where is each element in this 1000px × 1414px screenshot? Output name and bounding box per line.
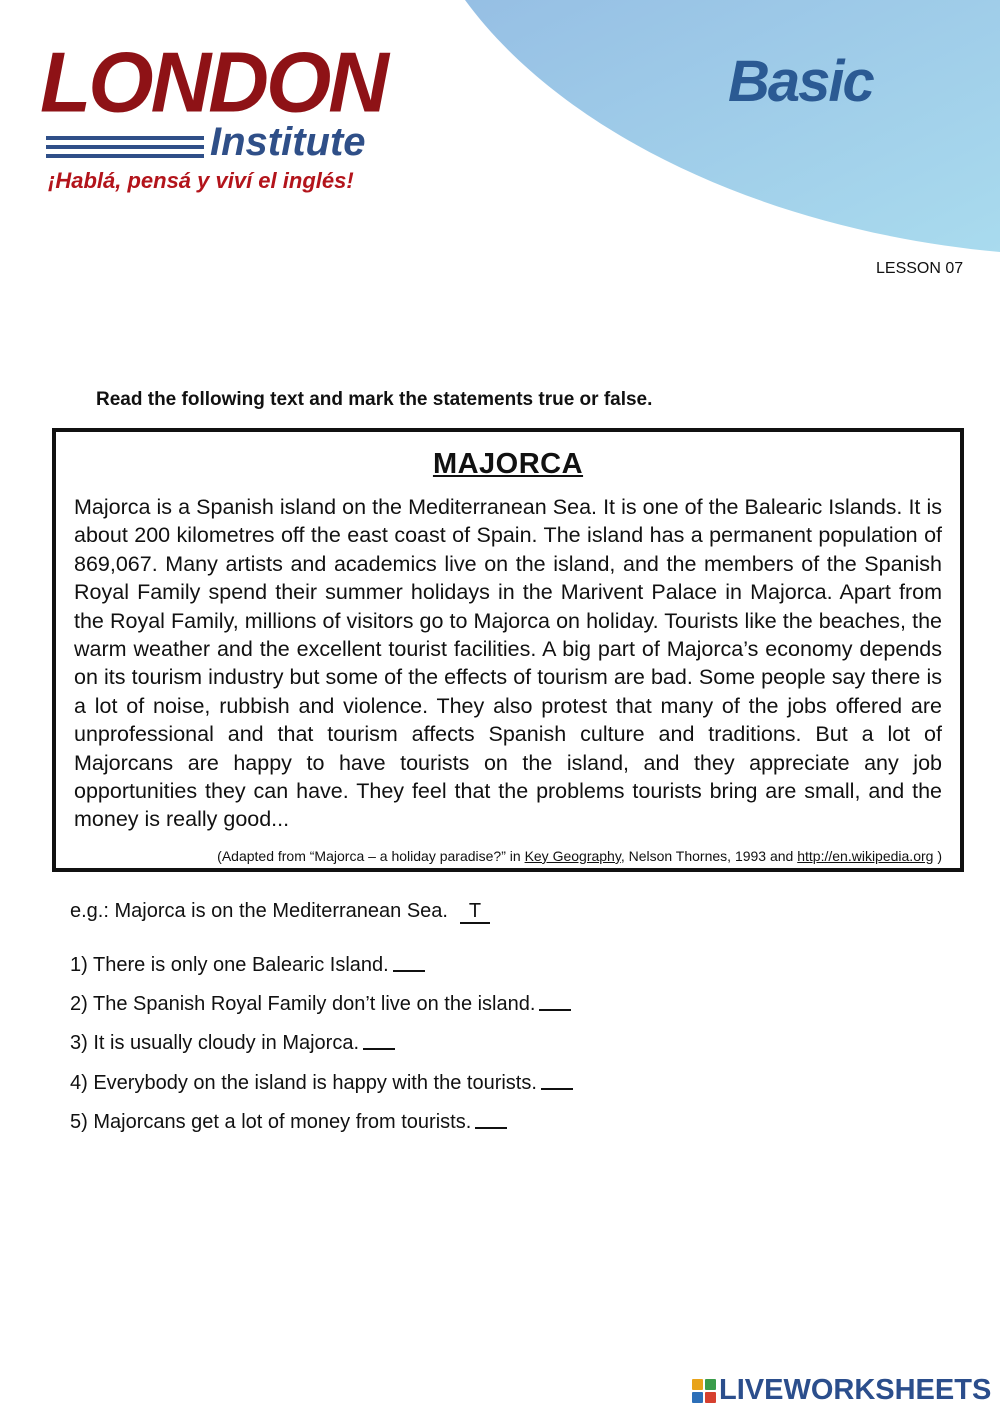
- statement-item: [70, 1030, 573, 1069]
- logo-subtitle: Institute: [210, 120, 366, 164]
- logo-tagline: ¡Hablá, pensá y viví el inglés!: [48, 168, 354, 193]
- reading-source: [74, 848, 942, 864]
- answer-blank[interactable]: [539, 991, 571, 1011]
- instruction-text: Read the following text and mark the statements true or false.: [96, 389, 653, 410]
- reading-box: [52, 428, 964, 872]
- answer-blank[interactable]: [393, 952, 425, 972]
- statement-text: 5) Majorcans get a lot of money from tourists.: [70, 1110, 472, 1133]
- statement-text: 2) The Spanish Royal Family don’t live on the island.: [70, 993, 536, 1016]
- statement-text: 4) Everybody on the island is happy with the tourists.: [70, 1071, 537, 1094]
- source-middle: , Nelson Thornes, 1993 and: [620, 847, 798, 864]
- answer-blank[interactable]: [541, 1070, 573, 1090]
- statement-item: [70, 1070, 573, 1109]
- statements-list: [70, 952, 573, 1148]
- statement-text: 1) There is only one Balearic Island.: [70, 954, 389, 976]
- liveworksheets-brand: LIVEWORKSHEETS: [719, 1374, 992, 1406]
- source-prefix: (Adapted from “Majorca – a holiday paradise?” in: [217, 847, 525, 864]
- statement-text: 3) It is usually cloudy in Majorca.: [70, 1032, 360, 1055]
- liveworksheets-icon: [692, 1379, 716, 1403]
- statement-item: [70, 952, 573, 991]
- logo-title: LONDON: [40, 34, 386, 130]
- reading-title: MAJORCA: [432, 448, 584, 480]
- example-answer: T: [460, 900, 490, 924]
- logo-lines: [46, 136, 204, 163]
- london-institute-logo: [40, 34, 430, 200]
- liveworksheets-logo[interactable]: [692, 1374, 991, 1407]
- source-book: Key Geography: [524, 847, 621, 864]
- example-text: e.g.: Majorca is on the Mediterranean Sea.: [70, 900, 448, 922]
- answer-blank[interactable]: [475, 1109, 507, 1129]
- lesson-number: LESSON 07: [876, 260, 964, 277]
- statement-item: [70, 991, 573, 1030]
- reading-passage: Majorca is a Spanish island on the Mediterranean Sea. It is one of the Balearic Islands. It is about 200 kilometres off the east coast of Spain. The island has a permanent population of 869,067. Many artists and academics live on the island, and the members of the Spanish Royal Family spend their summer holidays in the Marivent Palace in Majorca. Apart from the Royal Family, millions of visitors go to Majorca on holiday. Tourists like the beaches, the warm weather and the excellent tourist facilities. A big part of Majorca’s economy depends on its tourism industry but some of the effects of tourism are bad. Some people say there is a lot of noise, rubbish and violence. They also protest that many of the jobs offered are unprofessional and that tourism affects Spanish culture and traditions. But a lot of Majorcans are happy to have tourists on the island, and they appreciate any job opportunities they can have. They feel that the problems tourists bring are small, and the money is really good...: [74, 495, 942, 832]
- answer-blank[interactable]: [363, 1030, 395, 1050]
- level-label: Basic: [728, 49, 873, 114]
- example-statement: [70, 900, 490, 924]
- statement-item: [70, 1109, 573, 1148]
- source-suffix: ): [933, 847, 942, 864]
- source-url: http://en.wikipedia.org: [797, 847, 934, 864]
